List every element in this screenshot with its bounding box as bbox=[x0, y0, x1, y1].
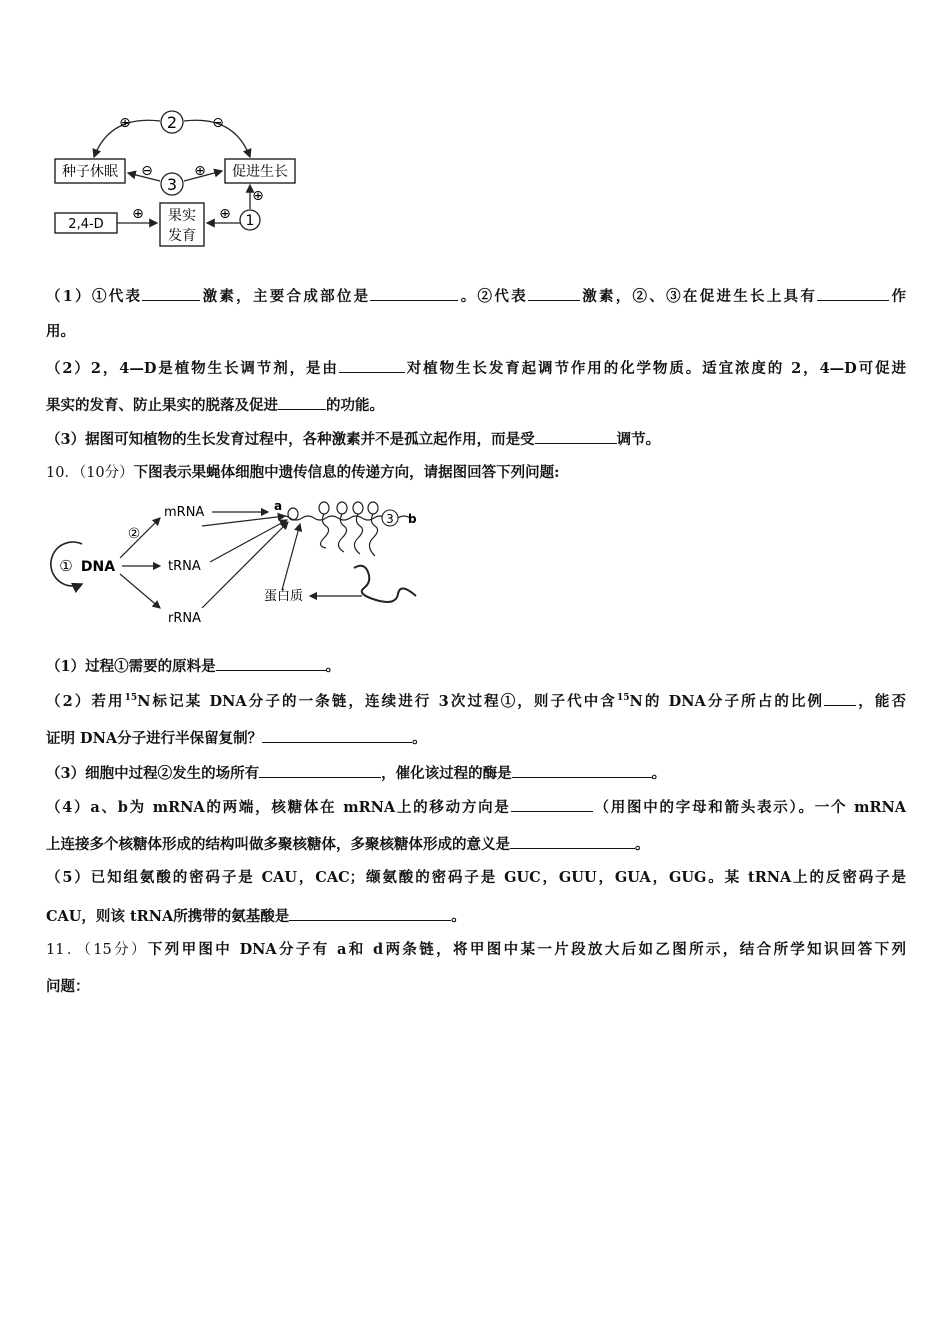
q9-part2-line2: 果实的发育、防止果实的脱落及促进 的功能。 bbox=[46, 394, 906, 416]
ribosome bbox=[368, 502, 378, 514]
fruit-label-line1: 果实 bbox=[168, 208, 196, 224]
q11-stem-line2: 问题： bbox=[46, 978, 90, 995]
plus-sign: ⊕ bbox=[132, 206, 144, 222]
question-number: 11．（15分） bbox=[46, 942, 148, 958]
plus-sign: ⊕ bbox=[219, 206, 231, 222]
q10-part3: （3）细胞中过程②发生的场所有 ，催化该过程的酶是 。 bbox=[46, 762, 906, 784]
q11-stem-line1: 11．（15分）下列甲图中 DNA分子有 a和 d两条链，将甲图中某一片段放大后如乙图所示，结合所学知识回答下列 bbox=[46, 941, 906, 958]
dna-label: DNA bbox=[80, 559, 116, 575]
q10-part5-line2: CAU，则该 tRNA所携带的氨基酸是 。 bbox=[46, 905, 906, 927]
ribosome bbox=[353, 502, 363, 514]
ribosome bbox=[319, 502, 329, 514]
answer-blank[interactable] bbox=[824, 690, 856, 706]
seed-dormancy-label: 种子休眠 bbox=[62, 164, 118, 180]
rrna-label: rRNA bbox=[168, 611, 201, 626]
minus-sign: ⊖ bbox=[141, 163, 153, 179]
q10-part4-line1: （4）a、b为 mRNA的两端，核糖体在 mRNA上的移动方向是 （用图中的字母和箭头表示）。一个 mRNA bbox=[46, 796, 906, 818]
end-b-label: b bbox=[408, 512, 417, 526]
protein-label: 蛋白质 bbox=[264, 589, 304, 604]
protein-chain bbox=[354, 566, 416, 602]
plus-sign: ⊕ bbox=[119, 115, 131, 131]
q9-part2-line1: （2）2，4—D是植物生长调节剂，是由 对植物生长发育起调节作用的化学物质。适宜浓度的 2，4—D可促进 bbox=[46, 357, 906, 379]
answer-blank[interactable] bbox=[339, 357, 405, 373]
regulator-label: 2,4-D bbox=[68, 217, 104, 232]
end-a-label: a bbox=[274, 499, 283, 513]
gene-expression-svg bbox=[42, 496, 442, 631]
mrna-label: mRNA bbox=[164, 505, 205, 520]
q10-part2-line2: 证明 DNA分子进行半保留复制？ 。 bbox=[46, 727, 906, 749]
polypeptide-chain bbox=[369, 514, 377, 556]
answer-blank[interactable] bbox=[370, 285, 458, 301]
answer-blank[interactable] bbox=[259, 762, 381, 778]
hormone-diagram-svg bbox=[50, 105, 310, 250]
trna-label: tRNA bbox=[168, 559, 201, 574]
node-2-label: 2 bbox=[166, 113, 178, 132]
answer-blank[interactable] bbox=[817, 285, 889, 301]
arrow-trna-to-ribosome bbox=[210, 520, 287, 562]
minus-sign: ⊖ bbox=[212, 115, 224, 131]
gene-expression-diagram bbox=[42, 496, 442, 631]
answer-blank[interactable] bbox=[289, 905, 451, 921]
promote-growth-label: 促进生长 bbox=[232, 164, 288, 180]
q10-part4-line2: 上连接多个核糖体形成的结构叫做多聚核糖体，多聚核糖体形成的意义是 。 bbox=[46, 833, 906, 855]
answer-blank[interactable] bbox=[535, 428, 617, 444]
q9-part3: （3）据图可知植物的生长发育过程中，各种激素并不是孤立起作用，而是受 调节。 bbox=[46, 428, 906, 450]
arrow-dna-to-rrna bbox=[120, 574, 160, 608]
answer-blank[interactable] bbox=[216, 655, 326, 671]
q10-part2-line1: （2）若用$^{15}$N标记某 DNA分子的一条链，连续进行 3次过程①，则子代中含$^{15}$N的 DNA分子所占的比例 ，能否 bbox=[46, 690, 906, 712]
arrow-rrna-to-ribosome-2 bbox=[282, 524, 300, 590]
ribosome bbox=[337, 502, 347, 514]
arrow-mrna-to-ribosome bbox=[202, 516, 285, 526]
answer-blank[interactable] bbox=[278, 394, 326, 410]
answer-blank[interactable] bbox=[142, 285, 200, 301]
q10-stem: 10．（10分）下图表示果蝇体细胞中遗传信息的传递方向，请据图回答下列问题: bbox=[46, 464, 560, 481]
question-number: 10．（10分） bbox=[46, 465, 134, 481]
ribosomes bbox=[288, 502, 378, 556]
plus-sign: ⊕ bbox=[252, 188, 264, 204]
q10-part5-line1: （5）已知组氨酸的密码子是 CAU，CAC；缬氨酸的密码子是 GUC，GUU，GUA，GUG。某 tRNA上的反密码子是 bbox=[46, 869, 906, 886]
q9-part1-line2: 用。 bbox=[46, 323, 75, 340]
ribosome bbox=[288, 508, 298, 520]
answer-blank[interactable] bbox=[510, 833, 635, 849]
answer-blank[interactable] bbox=[511, 796, 593, 812]
answer-blank[interactable] bbox=[512, 762, 652, 778]
q9-part1-line1: （1）①代表 激素，主要合成部位是 。②代表 激素，②、③在促进生长上具有 作 bbox=[46, 285, 906, 307]
process-1-label: ① bbox=[59, 557, 73, 575]
q10-part1: （1）过程①需要的原料是 。 bbox=[46, 655, 906, 677]
node-1-label: 1 bbox=[245, 213, 255, 229]
answer-blank[interactable] bbox=[528, 285, 580, 301]
plus-sign: ⊕ bbox=[194, 163, 206, 179]
answer-blank[interactable] bbox=[262, 727, 412, 743]
node-3-label: 3 bbox=[166, 175, 178, 194]
polypeptide-chain bbox=[354, 514, 362, 554]
fruit-label-line2: 发育 bbox=[168, 228, 196, 244]
hormone-diagram bbox=[50, 105, 310, 250]
process-3-label: 3 bbox=[386, 512, 394, 526]
process-2-label: ② bbox=[127, 526, 141, 542]
